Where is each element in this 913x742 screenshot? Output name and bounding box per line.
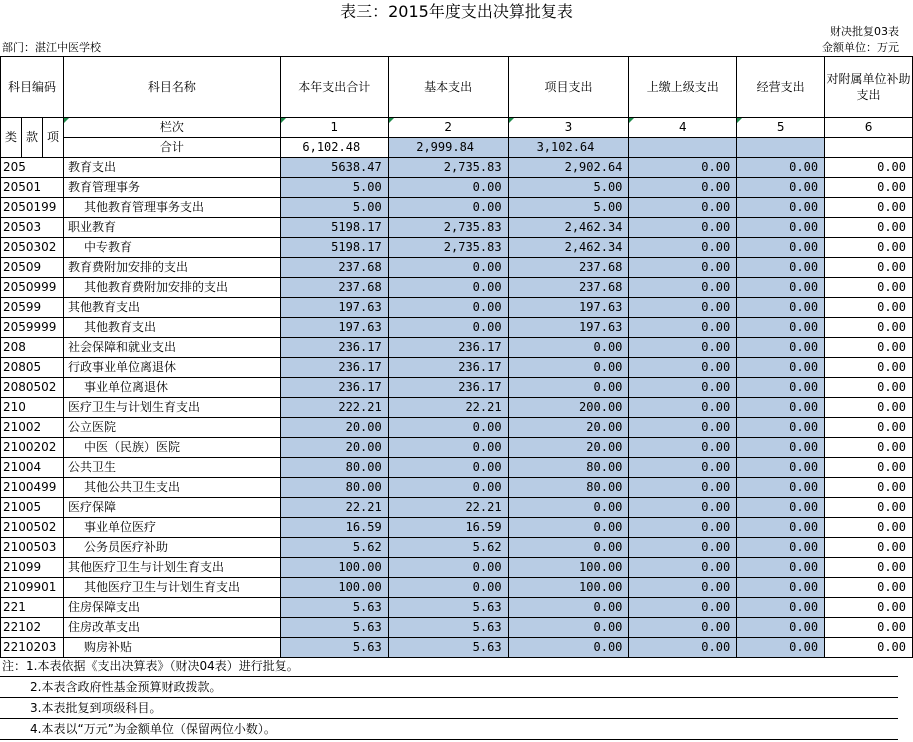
subject-code-cell[interactable]: 21002 bbox=[1, 418, 64, 438]
subject-code-cell[interactable]: 221 bbox=[1, 598, 64, 618]
project-expenditure-cell[interactable]: 0.00 bbox=[508, 538, 629, 558]
remit-upper-cell[interactable]: 0.00 bbox=[629, 358, 737, 378]
subject-name-cell[interactable]: 公共卫生 bbox=[63, 458, 280, 478]
table-row bbox=[1, 238, 913, 258]
basic-expenditure-cell[interactable]: 2,735.83 bbox=[388, 218, 508, 238]
note-3: 3.本表批复到项级科目。 bbox=[0, 698, 898, 719]
column-number-4[interactable]: 4 bbox=[629, 118, 737, 138]
project-expenditure-cell[interactable]: 197.63 bbox=[508, 318, 629, 338]
subject-code-cell[interactable]: 208 bbox=[1, 338, 64, 358]
project-expenditure-cell[interactable]: 0.00 bbox=[508, 618, 629, 638]
table-row bbox=[1, 638, 913, 658]
table-row bbox=[1, 478, 913, 498]
table-row bbox=[1, 358, 913, 378]
business-expenditure-cell[interactable]: 0.00 bbox=[737, 418, 825, 438]
business-expenditure-cell[interactable]: 0.00 bbox=[737, 598, 825, 618]
total-expenditure-cell[interactable]: 197.63 bbox=[280, 298, 388, 318]
department-label: 部门：湛江中医学校 bbox=[2, 41, 101, 54]
table-row bbox=[1, 418, 913, 438]
basic-expenditure-cell[interactable]: 0.00 bbox=[388, 578, 508, 598]
report-title: 表三：2015年度支出决算批复表 bbox=[340, 2, 573, 21]
subject-name-cell[interactable]: 住房改革支出 bbox=[63, 618, 280, 638]
basic-expenditure-cell[interactable]: 0.00 bbox=[388, 418, 508, 438]
project-expenditure-cell[interactable]: 5.00 bbox=[508, 178, 629, 198]
basic-expenditure-cell[interactable]: 0.00 bbox=[388, 258, 508, 278]
basic-expenditure-cell[interactable]: 5.62 bbox=[388, 538, 508, 558]
header-name[interactable]: 科目名称 bbox=[63, 57, 280, 118]
total-expenditure-cell[interactable]: 5.00 bbox=[280, 198, 388, 218]
total-expenditure-cell[interactable]: 222.21 bbox=[280, 398, 388, 418]
subsidy-affiliated-cell[interactable]: 0.00 bbox=[825, 258, 913, 278]
subject-code-cell[interactable]: 210 bbox=[1, 398, 64, 418]
total-expenditure-cell[interactable]: 5638.47 bbox=[280, 158, 388, 178]
remit-upper-cell[interactable]: 0.00 bbox=[629, 578, 737, 598]
remit-upper-cell[interactable]: 0.00 bbox=[629, 158, 737, 178]
subject-code-cell[interactable]: 2059999 bbox=[1, 318, 64, 338]
header-xiang[interactable]: 项 bbox=[42, 118, 63, 158]
subject-code-cell[interactable]: 2100202 bbox=[1, 438, 64, 458]
subsidy-affiliated-cell[interactable]: 0.00 bbox=[825, 438, 913, 458]
project-expenditure-cell[interactable]: 0.00 bbox=[508, 378, 629, 398]
subsidy-affiliated-cell[interactable]: 0.00 bbox=[825, 378, 913, 398]
column-number-5[interactable]: 5 bbox=[737, 118, 825, 138]
subject-name-cell[interactable]: 医疗卫生与计划生育支出 bbox=[63, 398, 280, 418]
business-expenditure-cell[interactable]: 0.00 bbox=[737, 298, 825, 318]
basic-expenditure-cell[interactable]: 0.00 bbox=[388, 478, 508, 498]
table-row bbox=[1, 398, 913, 418]
subject-name-cell[interactable]: 其他教育支出 bbox=[63, 318, 280, 338]
remit-upper-cell[interactable]: 0.00 bbox=[629, 258, 737, 278]
table-row bbox=[1, 278, 913, 298]
subsidy-affiliated-cell[interactable]: 0.00 bbox=[825, 178, 913, 198]
subject-name-cell[interactable]: 公立医院 bbox=[63, 418, 280, 438]
project-expenditure-cell[interactable]: 20.00 bbox=[508, 418, 629, 438]
basic-expenditure-cell[interactable]: 236.17 bbox=[388, 338, 508, 358]
total-expenditure-cell[interactable]: 80.00 bbox=[280, 478, 388, 498]
total-row bbox=[1, 138, 913, 158]
total-cell-2[interactable]: 2,999.84 bbox=[388, 138, 508, 158]
subsidy-affiliated-cell[interactable]: 0.00 bbox=[825, 198, 913, 218]
basic-expenditure-cell[interactable]: 22.21 bbox=[388, 398, 508, 418]
subject-name-cell[interactable]: 其他公共卫生支出 bbox=[63, 478, 280, 498]
form-number: 财决批复03表 bbox=[830, 25, 899, 38]
business-expenditure-cell[interactable]: 0.00 bbox=[737, 538, 825, 558]
subsidy-affiliated-cell[interactable]: 0.00 bbox=[825, 558, 913, 578]
project-expenditure-cell[interactable]: 200.00 bbox=[508, 398, 629, 418]
table-row bbox=[1, 558, 913, 578]
subject-name-cell[interactable]: 住房保障支出 bbox=[63, 598, 280, 618]
project-expenditure-cell[interactable]: 2,462.34 bbox=[508, 238, 629, 258]
subject-name-cell[interactable]: 事业单位离退休 bbox=[63, 378, 280, 398]
remit-upper-cell[interactable]: 0.00 bbox=[629, 538, 737, 558]
total-cell-1[interactable]: 6,102.48 bbox=[280, 138, 388, 158]
business-expenditure-cell[interactable]: 0.00 bbox=[737, 498, 825, 518]
subject-code-cell[interactable]: 20509 bbox=[1, 258, 64, 278]
subsidy-affiliated-cell[interactable]: 0.00 bbox=[825, 638, 913, 658]
header-business-expenditure[interactable]: 经营支出 bbox=[737, 57, 825, 118]
business-expenditure-cell[interactable]: 0.00 bbox=[737, 478, 825, 498]
basic-expenditure-cell[interactable]: 0.00 bbox=[388, 438, 508, 458]
total-expenditure-cell[interactable]: 22.21 bbox=[280, 498, 388, 518]
remit-upper-cell[interactable]: 0.00 bbox=[629, 298, 737, 318]
total-cell-5[interactable] bbox=[737, 138, 825, 158]
business-expenditure-cell[interactable]: 0.00 bbox=[737, 618, 825, 638]
basic-expenditure-cell[interactable]: 5.63 bbox=[388, 598, 508, 618]
subject-name-cell[interactable]: 其他医疗卫生与计划生育支出 bbox=[63, 578, 280, 598]
subsidy-affiliated-cell[interactable]: 0.00 bbox=[825, 518, 913, 538]
subsidy-affiliated-cell[interactable]: 0.00 bbox=[825, 318, 913, 338]
project-expenditure-cell[interactable]: 237.68 bbox=[508, 258, 629, 278]
remit-upper-cell[interactable]: 0.00 bbox=[629, 618, 737, 638]
unit-label: 金额单位：万元 bbox=[822, 41, 899, 54]
remit-upper-cell[interactable]: 0.00 bbox=[629, 178, 737, 198]
table-row bbox=[1, 378, 913, 398]
table-row bbox=[1, 318, 913, 338]
subject-code-cell[interactable]: 2109901 bbox=[1, 578, 64, 598]
note-1: 注：1.本表依据《支出决算表》（财决04表）进行批复。 bbox=[0, 656, 898, 677]
total-expenditure-cell[interactable]: 5198.17 bbox=[280, 218, 388, 238]
remit-upper-cell[interactable]: 0.00 bbox=[629, 338, 737, 358]
header-remit-upper[interactable]: 上缴上级支出 bbox=[629, 57, 737, 118]
basic-expenditure-cell[interactable]: 0.00 bbox=[388, 198, 508, 218]
business-expenditure-cell[interactable]: 0.00 bbox=[737, 458, 825, 478]
subject-code-cell[interactable]: 20599 bbox=[1, 298, 64, 318]
project-expenditure-cell[interactable]: 0.00 bbox=[508, 638, 629, 658]
project-expenditure-cell[interactable]: 100.00 bbox=[508, 558, 629, 578]
basic-expenditure-cell[interactable]: 2,735.83 bbox=[388, 238, 508, 258]
column-number-3[interactable]: 3 bbox=[508, 118, 629, 138]
total-expenditure-cell[interactable]: 5.63 bbox=[280, 618, 388, 638]
table-row bbox=[1, 538, 913, 558]
remit-upper-cell[interactable]: 0.00 bbox=[629, 478, 737, 498]
subject-code-cell[interactable]: 21099 bbox=[1, 558, 64, 578]
subsidy-affiliated-cell[interactable]: 0.00 bbox=[825, 298, 913, 318]
business-expenditure-cell[interactable]: 0.00 bbox=[737, 438, 825, 458]
project-expenditure-cell[interactable]: 237.68 bbox=[508, 278, 629, 298]
basic-expenditure-cell[interactable]: 0.00 bbox=[388, 558, 508, 578]
subject-name-cell[interactable]: 购房补贴 bbox=[63, 638, 280, 658]
remit-upper-cell[interactable]: 0.00 bbox=[629, 378, 737, 398]
basic-expenditure-cell[interactable]: 2,735.83 bbox=[388, 158, 508, 178]
total-expenditure-cell[interactable]: 5.00 bbox=[280, 178, 388, 198]
business-expenditure-cell[interactable]: 0.00 bbox=[737, 338, 825, 358]
subsidy-affiliated-cell[interactable]: 0.00 bbox=[825, 338, 913, 358]
header-project-expenditure[interactable]: 项目支出 bbox=[508, 57, 629, 118]
subject-code-cell[interactable]: 2100499 bbox=[1, 478, 64, 498]
total-cell-6[interactable] bbox=[825, 138, 913, 158]
table-row bbox=[1, 458, 913, 478]
table-row bbox=[1, 338, 913, 358]
table-row bbox=[1, 158, 913, 178]
subsidy-affiliated-cell[interactable]: 0.00 bbox=[825, 398, 913, 418]
subject-name-cell[interactable]: 教育管理事务 bbox=[63, 178, 280, 198]
subject-name-cell[interactable]: 社会保障和就业支出 bbox=[63, 338, 280, 358]
table-row bbox=[1, 258, 913, 278]
remit-upper-cell[interactable]: 0.00 bbox=[629, 558, 737, 578]
remit-upper-cell[interactable]: 0.00 bbox=[629, 598, 737, 618]
project-expenditure-cell[interactable]: 197.63 bbox=[508, 298, 629, 318]
remit-upper-cell[interactable]: 0.00 bbox=[629, 638, 737, 658]
subject-code-cell[interactable]: 20503 bbox=[1, 218, 64, 238]
header-lei[interactable]: 类 bbox=[1, 118, 22, 158]
subject-name-cell[interactable]: 其他教育管理事务支出 bbox=[63, 198, 280, 218]
business-expenditure-cell[interactable]: 0.00 bbox=[737, 518, 825, 538]
project-expenditure-cell[interactable]: 2,462.34 bbox=[508, 218, 629, 238]
basic-expenditure-cell[interactable]: 5.63 bbox=[388, 618, 508, 638]
table-row bbox=[1, 498, 913, 518]
subject-code-cell[interactable]: 2210203 bbox=[1, 638, 64, 658]
remit-upper-cell[interactable]: 0.00 bbox=[629, 398, 737, 418]
total-expenditure-cell[interactable]: 236.17 bbox=[280, 358, 388, 378]
business-expenditure-cell[interactable]: 0.00 bbox=[737, 198, 825, 218]
header-kuan[interactable]: 款 bbox=[21, 118, 42, 158]
subject-code-cell[interactable]: 20501 bbox=[1, 178, 64, 198]
project-expenditure-cell[interactable]: 0.00 bbox=[508, 338, 629, 358]
business-expenditure-cell[interactable]: 0.00 bbox=[737, 278, 825, 298]
basic-expenditure-cell[interactable]: 0.00 bbox=[388, 318, 508, 338]
basic-expenditure-cell[interactable]: 16.59 bbox=[388, 518, 508, 538]
subject-name-cell[interactable]: 行政事业单位离退休 bbox=[63, 358, 280, 378]
subsidy-affiliated-cell[interactable]: 0.00 bbox=[825, 358, 913, 378]
subject-name-cell[interactable]: 事业单位医疗 bbox=[63, 518, 280, 538]
basic-expenditure-cell[interactable]: 0.00 bbox=[388, 178, 508, 198]
business-expenditure-cell[interactable]: 0.00 bbox=[737, 258, 825, 278]
total-cell-4[interactable] bbox=[629, 138, 737, 158]
basic-expenditure-cell[interactable]: 22.21 bbox=[388, 498, 508, 518]
basic-expenditure-cell[interactable]: 0.00 bbox=[388, 458, 508, 478]
remit-upper-cell[interactable]: 0.00 bbox=[629, 438, 737, 458]
subsidy-affiliated-cell[interactable]: 0.00 bbox=[825, 598, 913, 618]
project-expenditure-cell[interactable]: 0.00 bbox=[508, 598, 629, 618]
project-expenditure-cell[interactable]: 80.00 bbox=[508, 458, 629, 478]
basic-expenditure-cell[interactable]: 5.63 bbox=[388, 638, 508, 658]
subject-name-cell[interactable]: 教育支出 bbox=[63, 158, 280, 178]
total-expenditure-cell[interactable]: 5.63 bbox=[280, 638, 388, 658]
table-row bbox=[1, 218, 913, 238]
basic-expenditure-cell[interactable]: 236.17 bbox=[388, 378, 508, 398]
remit-upper-cell[interactable]: 0.00 bbox=[629, 278, 737, 298]
subject-name-cell[interactable]: 中医（民族）医院 bbox=[63, 438, 280, 458]
basic-expenditure-cell[interactable]: 236.17 bbox=[388, 358, 508, 378]
subject-name-cell[interactable]: 其他教育费附加安排的支出 bbox=[63, 278, 280, 298]
header-basic-expenditure[interactable]: 基本支出 bbox=[388, 57, 508, 118]
subsidy-affiliated-cell[interactable]: 0.00 bbox=[825, 278, 913, 298]
note-2: 2.本表含政府性基金预算财政拨款。 bbox=[0, 677, 898, 698]
subject-code-cell[interactable]: 2100503 bbox=[1, 538, 64, 558]
remit-upper-cell[interactable]: 0.00 bbox=[629, 238, 737, 258]
table-row bbox=[1, 518, 913, 538]
subject-code-cell[interactable]: 21005 bbox=[1, 498, 64, 518]
subsidy-affiliated-cell[interactable]: 0.00 bbox=[825, 238, 913, 258]
subsidy-affiliated-cell[interactable]: 0.00 bbox=[825, 538, 913, 558]
notes bbox=[0, 656, 898, 740]
remit-upper-cell[interactable]: 0.00 bbox=[629, 418, 737, 438]
business-expenditure-cell[interactable]: 0.00 bbox=[737, 158, 825, 178]
total-expenditure-cell[interactable]: 16.59 bbox=[280, 518, 388, 538]
header-total-expenditure[interactable]: 本年支出合计 bbox=[280, 57, 388, 118]
table-row bbox=[1, 598, 913, 618]
subsidy-affiliated-cell[interactable]: 0.00 bbox=[825, 618, 913, 638]
total-expenditure-cell[interactable]: 20.00 bbox=[280, 438, 388, 458]
business-expenditure-cell[interactable]: 0.00 bbox=[737, 558, 825, 578]
table-row bbox=[1, 198, 913, 218]
remit-upper-cell[interactable]: 0.00 bbox=[629, 318, 737, 338]
subsidy-affiliated-cell[interactable]: 0.00 bbox=[825, 498, 913, 518]
business-expenditure-cell[interactable]: 0.00 bbox=[737, 358, 825, 378]
project-expenditure-cell[interactable]: 5.00 bbox=[508, 198, 629, 218]
subject-code-cell[interactable]: 2050302 bbox=[1, 238, 64, 258]
business-expenditure-cell[interactable]: 0.00 bbox=[737, 378, 825, 398]
subject-code-cell[interactable]: 2050999 bbox=[1, 278, 64, 298]
table-row bbox=[1, 298, 913, 318]
total-expenditure-cell[interactable]: 5198.17 bbox=[280, 238, 388, 258]
project-expenditure-cell[interactable]: 20.00 bbox=[508, 438, 629, 458]
business-expenditure-cell[interactable]: 0.00 bbox=[737, 178, 825, 198]
subject-name-cell[interactable]: 公务员医疗补助 bbox=[63, 538, 280, 558]
project-expenditure-cell[interactable]: 80.00 bbox=[508, 478, 629, 498]
remit-upper-cell[interactable]: 0.00 bbox=[629, 498, 737, 518]
column-number-6[interactable]: 6 bbox=[825, 118, 913, 138]
total-expenditure-cell[interactable]: 100.00 bbox=[280, 558, 388, 578]
project-expenditure-cell[interactable]: 100.00 bbox=[508, 578, 629, 598]
subject-code-cell[interactable]: 2100502 bbox=[1, 518, 64, 538]
total-expenditure-cell[interactable]: 5.63 bbox=[280, 598, 388, 618]
business-expenditure-cell[interactable]: 0.00 bbox=[737, 218, 825, 238]
business-expenditure-cell[interactable]: 0.00 bbox=[737, 638, 825, 658]
total-cell-3[interactable]: 3,102.64 bbox=[508, 138, 629, 158]
subsidy-affiliated-cell[interactable]: 0.00 bbox=[825, 478, 913, 498]
subject-name-cell[interactable]: 其他医疗卫生与计划生育支出 bbox=[63, 558, 280, 578]
total-expenditure-cell[interactable]: 237.68 bbox=[280, 278, 388, 298]
note-4: 4.本表以“万元”为金额单位（保留两位小数）。 bbox=[0, 719, 898, 740]
table-row bbox=[1, 438, 913, 458]
subject-name-cell[interactable]: 其他教育支出 bbox=[63, 298, 280, 318]
basic-expenditure-cell[interactable]: 0.00 bbox=[388, 298, 508, 318]
total-expenditure-cell[interactable]: 237.68 bbox=[280, 258, 388, 278]
remit-upper-cell[interactable]: 0.00 bbox=[629, 458, 737, 478]
project-expenditure-cell[interactable]: 0.00 bbox=[508, 358, 629, 378]
total-label[interactable]: 合计 bbox=[63, 138, 280, 158]
subject-code-cell[interactable]: 2050199 bbox=[1, 198, 64, 218]
project-expenditure-cell[interactable]: 0.00 bbox=[508, 498, 629, 518]
subject-code-cell[interactable]: 205 bbox=[1, 158, 64, 178]
column-number-2[interactable]: 2 bbox=[388, 118, 508, 138]
column-number-1[interactable]: 1 bbox=[280, 118, 388, 138]
business-expenditure-cell[interactable]: 0.00 bbox=[737, 578, 825, 598]
remit-upper-cell[interactable]: 0.00 bbox=[629, 518, 737, 538]
subsidy-affiliated-cell[interactable]: 0.00 bbox=[825, 158, 913, 178]
business-expenditure-cell[interactable]: 0.00 bbox=[737, 238, 825, 258]
business-expenditure-cell[interactable]: 0.00 bbox=[737, 398, 825, 418]
table-row bbox=[1, 578, 913, 598]
subject-name-cell[interactable]: 职业教育 bbox=[63, 218, 280, 238]
total-expenditure-cell[interactable]: 80.00 bbox=[280, 458, 388, 478]
business-expenditure-cell[interactable]: 0.00 bbox=[737, 318, 825, 338]
subject-code-cell[interactable]: 20805 bbox=[1, 358, 64, 378]
total-expenditure-cell[interactable]: 100.00 bbox=[280, 578, 388, 598]
header-subsidy-affiliated[interactable]: 对附属单位补助支出 bbox=[825, 57, 913, 118]
project-expenditure-cell[interactable]: 2,902.64 bbox=[508, 158, 629, 178]
subject-code-cell[interactable]: 21004 bbox=[1, 458, 64, 478]
total-expenditure-cell[interactable]: 236.17 bbox=[280, 378, 388, 398]
subsidy-affiliated-cell[interactable]: 0.00 bbox=[825, 458, 913, 478]
table-row bbox=[1, 178, 913, 198]
remit-upper-cell[interactable]: 0.00 bbox=[629, 218, 737, 238]
total-expenditure-cell[interactable]: 5.62 bbox=[280, 538, 388, 558]
remit-upper-cell[interactable]: 0.00 bbox=[629, 198, 737, 218]
subject-code-cell[interactable]: 2080502 bbox=[1, 378, 64, 398]
subsidy-affiliated-cell[interactable]: 0.00 bbox=[825, 578, 913, 598]
total-expenditure-cell[interactable]: 236.17 bbox=[280, 338, 388, 358]
table-row bbox=[1, 618, 913, 638]
project-expenditure-cell[interactable]: 0.00 bbox=[508, 518, 629, 538]
subject-name-cell[interactable]: 教育费附加安排的支出 bbox=[63, 258, 280, 278]
subject-code-cell[interactable]: 22102 bbox=[1, 618, 64, 638]
subsidy-affiliated-cell[interactable]: 0.00 bbox=[825, 218, 913, 238]
subject-name-cell[interactable]: 中专教育 bbox=[63, 238, 280, 258]
total-expenditure-cell[interactable]: 197.63 bbox=[280, 318, 388, 338]
header-code[interactable]: 科目编码 bbox=[1, 57, 64, 118]
total-expenditure-cell[interactable]: 20.00 bbox=[280, 418, 388, 438]
expenditure-table bbox=[0, 56, 913, 658]
subject-name-cell[interactable]: 医疗保障 bbox=[63, 498, 280, 518]
header-lanci[interactable]: 栏次 bbox=[63, 118, 280, 138]
subsidy-affiliated-cell[interactable]: 0.00 bbox=[825, 418, 913, 438]
basic-expenditure-cell[interactable]: 0.00 bbox=[388, 278, 508, 298]
